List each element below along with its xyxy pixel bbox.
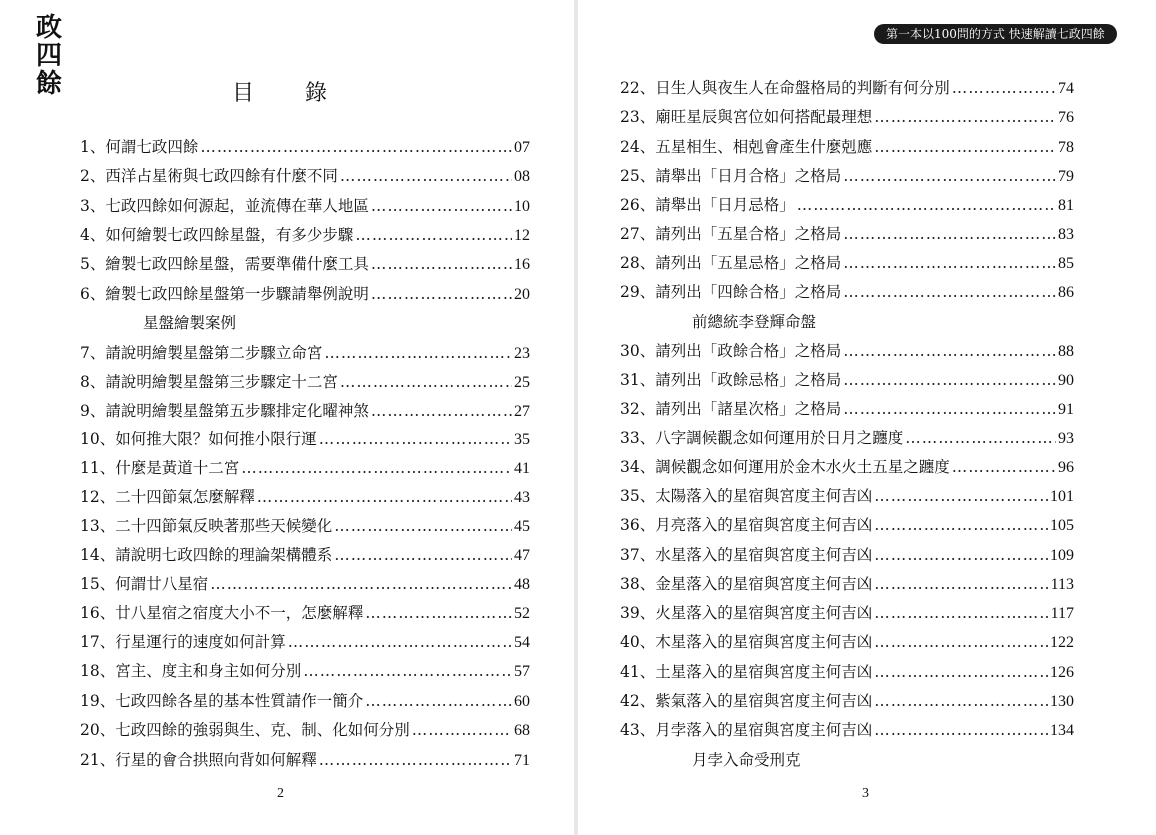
toc-entry-page: 101 [1050, 488, 1074, 505]
toc-entry-page: 85 [1058, 255, 1074, 272]
toc-entry-title: 請說明繪製星盤第五步驟排定化曜神煞 [105, 402, 369, 420]
toc-entry-number: 16、 [80, 604, 116, 622]
side-label-char-3: 餘 [35, 69, 62, 99]
toc-entry-page: 83 [1058, 226, 1074, 243]
toc-entry [620, 428, 1074, 449]
toc-entry [80, 750, 530, 771]
toc-leader-dots [874, 720, 1048, 740]
toc-leader-dots [355, 225, 512, 245]
toc-entry [620, 515, 1074, 536]
toc-entry-title: 宮主、度主和身主如何分別 [115, 662, 302, 680]
toc-entry [80, 429, 530, 450]
toc-leader-dots [334, 545, 512, 565]
toc-entry-title: 何謂廿八星宿 [115, 575, 209, 593]
toc-leader-dots [843, 282, 1056, 302]
toc-leader-dots [340, 372, 512, 392]
toc-entry-title: 請列出「四餘合格」之格局 [655, 283, 842, 301]
toc-leader-dots [334, 516, 512, 536]
toc-entry-title: 行星的會合拱照向背如何解釋 [115, 751, 317, 769]
toc-entry-number: 7、 [80, 344, 106, 362]
toc-entry [80, 343, 530, 364]
toc-entry-page: 41 [514, 460, 530, 477]
toc-entry-title: 火星落入的星宿與宮度主何吉凶 [655, 604, 873, 622]
toc-entry-number: 31、 [620, 371, 656, 389]
toc-entry-title: 日生人與夜生人在命盤格局的判斷有何分別 [655, 79, 950, 97]
toc-subheading: 月孛入命受刑克 [692, 751, 801, 769]
toc-entry-number: 26、 [620, 196, 656, 214]
toc-heading: 目 錄 [232, 81, 349, 106]
toc-entry [620, 399, 1074, 420]
toc-entry-title: 木星落入的星宿與宮度主何吉凶 [655, 633, 873, 651]
toc-entry-number: 32、 [620, 400, 656, 418]
toc-entry-number: 30、 [620, 342, 656, 360]
toc-leader-dots [371, 401, 512, 421]
toc-entry-number: 39、 [620, 604, 656, 622]
toc-leader-dots [319, 750, 512, 770]
toc-leader-dots [874, 632, 1048, 652]
toc-entry-number: 33、 [620, 429, 656, 447]
toc-entry-page: 74 [1058, 80, 1074, 97]
toc-leader-dots [303, 661, 512, 681]
toc-leader-dots [952, 78, 1056, 98]
toc-entry [620, 78, 1074, 99]
toc-entry-title: 請舉出「日月忌格」 [655, 196, 795, 214]
toc-entry-page: 90 [1058, 372, 1074, 389]
toc-entry-number: 24、 [620, 138, 656, 156]
toc-entry-title: 五星相生、相剋會產生什麼剋應 [655, 138, 873, 156]
toc-leader-dots [874, 574, 1048, 594]
toc-entry-number: 40、 [620, 633, 656, 651]
toc-entry-title: 調候觀念如何運用於金木水火土五星之躔度 [655, 458, 950, 476]
toc-entry-title: 請列出「諸星次格」之格局 [655, 400, 842, 418]
toc-entry-page: 07 [514, 139, 530, 156]
toc-entry-page: 122 [1050, 634, 1074, 651]
toc-entry [80, 284, 530, 305]
toc-subheading: 星盤繪製案例 [143, 314, 237, 332]
toc-leader-dots [319, 429, 512, 449]
toc-entry-page: 54 [514, 634, 530, 651]
toc-leader-dots [324, 343, 512, 363]
toc-entry-number: 22、 [620, 79, 656, 97]
toc-leader-dots [797, 195, 1056, 215]
toc-entry [620, 370, 1074, 391]
toc-entry-title: 請說明七政四餘的理論架構體系 [115, 546, 333, 564]
toc-leader-dots [874, 107, 1056, 127]
toc-leader-dots [874, 691, 1048, 711]
toc-entry-title: 金星落入的星宿與宮度主何吉凶 [655, 575, 873, 593]
toc-entry-number: 25、 [620, 167, 656, 185]
toc-entry [80, 691, 530, 712]
toc-entry-title: 西洋占星術與七政四餘有什麼不同 [105, 167, 338, 185]
toc-entry-page: 10 [514, 198, 530, 215]
toc-entry-page: 35 [514, 431, 530, 448]
toc-leader-dots [874, 545, 1048, 565]
toc-leader-dots [874, 137, 1056, 157]
toc-entry-title: 七政四餘如何源起，並流傳在華人地區 [105, 197, 369, 215]
toc-entry-page: 68 [514, 722, 530, 739]
toc-leader-dots [874, 515, 1048, 535]
toc-entry-page: 78 [1058, 139, 1074, 156]
page-number-left: 2 [277, 786, 284, 801]
toc-leader-dots [200, 137, 512, 157]
toc-leader-dots [874, 662, 1048, 682]
toc-entry-title: 月亮落入的星宿與宮度主何吉凶 [655, 516, 873, 534]
toc-entry-number: 41、 [620, 663, 656, 681]
side-title-label [30, 14, 68, 98]
toc-leader-dots [843, 224, 1056, 244]
toc-leader-dots [371, 284, 512, 304]
toc-leader-dots [371, 254, 512, 274]
toc-entry-title: 廿八星宿之宿度大小不一，怎麼解釋 [115, 604, 364, 622]
toc-entry-number: 5、 [80, 255, 106, 273]
toc-entry-title: 請說明繪製星盤第三步驟定十二宮 [105, 373, 338, 391]
toc-entry-number: 1、 [80, 138, 106, 156]
toc-entry-page: 60 [514, 693, 530, 710]
toc-entry-page: 113 [1050, 576, 1074, 593]
toc-subheading: 前總統李登輝命盤 [692, 313, 817, 331]
toc-entry-page: 81 [1058, 197, 1074, 214]
toc-entry [80, 632, 530, 653]
toc-entry-number: 20、 [80, 721, 116, 739]
toc-entry [620, 662, 1074, 683]
toc-leader-dots [412, 720, 512, 740]
toc-entry-number: 4、 [80, 226, 106, 244]
side-label-char-1: 政 [35, 13, 62, 43]
toc-entry [80, 603, 530, 624]
toc-entry [80, 516, 530, 537]
toc-entry-page: 91 [1058, 401, 1074, 418]
toc-entry-page: 57 [514, 663, 530, 680]
toc-entry [620, 224, 1074, 245]
toc-entry-number: 21、 [80, 751, 116, 769]
toc-entry-title: 八字調候觀念如何運用於日月之躔度 [655, 429, 904, 447]
toc-entry [620, 107, 1074, 128]
toc-leader-dots [365, 603, 512, 623]
toc-leader-dots [257, 487, 512, 507]
toc-entry-page: 88 [1058, 343, 1074, 360]
toc-entry [620, 137, 1074, 158]
toc-entry-title: 七政四餘各星的基本性質請作一簡介 [115, 692, 364, 710]
toc-entry-page: 23 [514, 345, 530, 362]
toc-entry-title: 二十四節氣反映著那些天候變化 [115, 517, 333, 535]
toc-entry [80, 401, 530, 422]
toc-entry-page: 76 [1058, 109, 1074, 126]
toc-entry-page: 126 [1050, 664, 1074, 681]
toc-entry [80, 196, 530, 217]
toc-entry-page: 45 [514, 518, 530, 535]
toc-entry-number: 14、 [80, 546, 116, 564]
toc-entry [80, 254, 530, 275]
toc-entry-title: 請舉出「日月合格」之格局 [655, 167, 842, 185]
toc-entry-number: 2、 [80, 167, 106, 185]
toc-leader-dots [843, 399, 1056, 419]
toc-entry-page: 79 [1058, 168, 1074, 185]
toc-entry-title: 如何推大限？如何推小限行運 [115, 430, 317, 448]
toc-entry-page: 12 [514, 227, 530, 244]
toc-entry-page: 48 [514, 576, 530, 593]
toc-entry-page: 20 [514, 286, 530, 303]
toc-leader-dots [843, 166, 1056, 186]
toc-entry-number: 3、 [80, 197, 106, 215]
toc-entry-title: 太陽落入的星宿與宮度主何吉凶 [655, 487, 873, 505]
toc-entry [80, 720, 530, 741]
toc-entry-page: 25 [514, 374, 530, 391]
toc-entry-number: 23、 [620, 108, 656, 126]
toc-entry [620, 632, 1074, 653]
toc-leader-dots [288, 632, 512, 652]
toc-entry-title: 請說明繪製星盤第二步驟立命宮 [105, 344, 323, 362]
toc-leader-dots [843, 253, 1056, 273]
toc-leader-dots [843, 370, 1056, 390]
toc-entry [80, 661, 530, 682]
toc-leader-dots [874, 603, 1048, 623]
toc-entry-page: 43 [514, 489, 530, 506]
toc-entry-number: 19、 [80, 692, 116, 710]
toc-entry [620, 574, 1074, 595]
toc-entry-title: 何謂七政四餘 [105, 138, 199, 156]
page-number-right: 3 [862, 786, 869, 801]
toc-entry [620, 457, 1074, 478]
toc-entry-title: 行星運行的速度如何計算 [115, 633, 286, 651]
toc-entry-number: 10、 [80, 430, 116, 448]
toc-entry-number: 43、 [620, 721, 656, 739]
toc-leader-dots [905, 428, 1056, 448]
toc-entry-page: 71 [514, 752, 530, 769]
toc-leader-dots [843, 341, 1056, 361]
toc-entry-title: 二十四節氣怎麼解釋 [115, 488, 255, 506]
toc-entry-title: 請列出「五星忌格」之格局 [655, 254, 842, 272]
toc-entry-title: 如何繪製七政四餘星盤，有多少步驟 [105, 226, 354, 244]
toc-entry [620, 603, 1074, 624]
toc-entry-page: 109 [1050, 547, 1074, 564]
toc-entry-number: 8、 [80, 373, 106, 391]
toc-leader-dots [340, 166, 512, 186]
toc-entry-title: 廟旺星辰與宮位如何搭配最理想 [655, 108, 873, 126]
toc-entry-page: 130 [1050, 693, 1074, 710]
toc-entry-number: 34、 [620, 458, 656, 476]
toc-entry-number: 18、 [80, 662, 116, 680]
toc-entry-title: 請列出「政餘合格」之格局 [655, 342, 842, 360]
toc-leader-dots [365, 691, 512, 711]
toc-entry-number: 36、 [620, 516, 656, 534]
toc-entry-page: 96 [1058, 459, 1074, 476]
toc-entry [80, 487, 530, 508]
toc-entry [620, 341, 1074, 362]
toc-entry-number: 15、 [80, 575, 116, 593]
toc-entry-number: 13、 [80, 517, 116, 535]
toc-entry-number: 35、 [620, 487, 656, 505]
toc-entry-page: 105 [1050, 517, 1074, 534]
toc-entry-page: 16 [514, 256, 530, 273]
toc-entry [80, 166, 530, 187]
toc-leader-dots [371, 196, 512, 216]
toc-entry-title: 紫氣落入的星宿與宮度主何吉凶 [655, 692, 873, 710]
toc-entry-number: 12、 [80, 488, 116, 506]
toc-entry-number: 11、 [80, 459, 116, 477]
toc-entry-number: 37、 [620, 546, 656, 564]
toc-entry [620, 195, 1074, 216]
toc-leader-dots [241, 458, 512, 478]
toc-entry [80, 372, 530, 393]
toc-entry [620, 545, 1074, 566]
toc-entry [80, 137, 530, 158]
toc-entry-number: 27、 [620, 225, 656, 243]
toc-entry-title: 七政四餘的強弱與生、克、制、化如何分別 [115, 721, 410, 739]
toc-entry-title: 請列出「五星合格」之格局 [655, 225, 842, 243]
toc-entry-page: 93 [1058, 430, 1074, 447]
toc-entry-title: 水星落入的星宿與宮度主何吉凶 [655, 546, 873, 564]
toc-entry [80, 545, 530, 566]
toc-entry-page: 117 [1050, 605, 1074, 622]
toc-entry-page: 27 [514, 403, 530, 420]
toc-entry [620, 720, 1074, 741]
toc-entry [80, 458, 530, 479]
toc-leader-dots [874, 486, 1048, 506]
toc-entry [620, 253, 1074, 274]
toc-entry-page: 86 [1058, 284, 1074, 301]
side-label-char-2: 四 [35, 41, 62, 71]
right-page [578, 0, 1156, 835]
toc-entry-title: 什麼是黃道十二宮 [115, 459, 240, 477]
toc-entry-title: 繪製七政四餘星盤，需要準備什麼工具 [105, 255, 369, 273]
toc-entry-number: 6、 [80, 285, 106, 303]
toc-leader-dots [210, 574, 512, 594]
toc-entry-page: 08 [514, 168, 530, 185]
toc-entry-title: 繪製七政四餘星盤第一步驟請舉例說明 [105, 285, 369, 303]
toc-entry-number: 17、 [80, 633, 116, 651]
toc-entry-page: 47 [514, 547, 530, 564]
toc-entry-title: 請列出「政餘忌格」之格局 [655, 371, 842, 389]
running-header: 第一本以100問的方式 快速解讀七政四餘 [874, 24, 1117, 44]
toc-entry-title: 月孛落入的星宿與宮度主何吉凶 [655, 721, 873, 739]
toc-entry-number: 28、 [620, 254, 656, 272]
toc-entry-title: 土星落入的星宿與宮度主何吉凶 [655, 663, 873, 681]
toc-entry-number: 38、 [620, 575, 656, 593]
toc-entry [80, 225, 530, 246]
toc-entry-page: 134 [1050, 722, 1074, 739]
toc-leader-dots [952, 457, 1056, 477]
toc-entry-number: 29、 [620, 283, 656, 301]
toc-entry [80, 574, 530, 595]
toc-entry-number: 42、 [620, 692, 656, 710]
toc-entry [620, 691, 1074, 712]
toc-entry [620, 166, 1074, 187]
toc-entry-page: 52 [514, 605, 530, 622]
toc-entry-number: 9、 [80, 402, 106, 420]
toc-entry [620, 282, 1074, 303]
toc-entry [620, 486, 1074, 507]
